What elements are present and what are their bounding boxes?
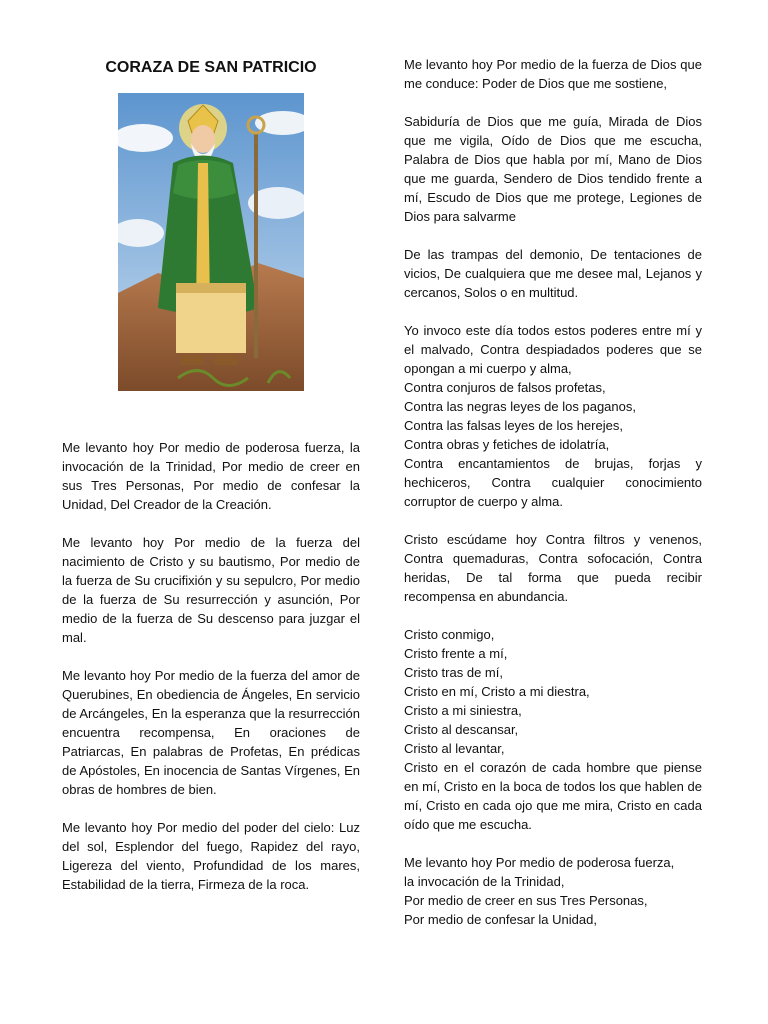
- cristo-block: [404, 625, 702, 834]
- right-column: [404, 55, 702, 948]
- right-paragraph-2: Sabiduría de Dios que me guía, Mirada de Dios que me vigila, Oído de Dios que me escucha, Palabra de Dios que habla por mí, Mano de Dios que me guarda, Sendero de Dios tendido frente a mí, Escudo de Dios que me protege, Legiones de Dios para salvarme: [404, 114, 702, 224]
- invoke-line: Contra las falsas leyes de los herejes,: [404, 418, 623, 433]
- right-paragraph-1: Me levanto hoy Por medio de la fuerza de Dios que me conduce: Poder de Dios que me sostiene,: [404, 57, 702, 91]
- right-paragraph-3: De las trampas del demonio, De tentaciones de vicios, De cualquiera que me desee mal, Lejanos y cercanos, Solos o en multitud.: [404, 247, 702, 300]
- saint-patrick-illustration: [118, 93, 304, 391]
- invoke-tail: Contra encantamientos de brujas, forjas y hechiceros, Contra cualquier conocimiento corruptor de cuerpo y alma.: [404, 456, 702, 509]
- cristo-line: Cristo en mí, Cristo a mi diestra,: [404, 684, 590, 699]
- left-paragraph-4: Me levanto hoy Por medio del poder del cielo: Luz del sol, Esplendor del fuego, Rapidez del rayo, Ligereza del viento, Profundidad de los mares, Estabilidad de la tierra, Firmeza de la roca.: [62, 820, 360, 892]
- cristo-line: Cristo conmigo,: [404, 627, 495, 642]
- saint-patrick-icon: [118, 93, 304, 391]
- final-line: Por medio de confesar la Unidad,: [404, 912, 597, 927]
- cristo-line: Cristo al descansar,: [404, 722, 519, 737]
- final-line: Por medio de creer en sus Tres Personas,: [404, 893, 648, 908]
- cristo-line: Cristo al levantar,: [404, 741, 505, 756]
- final-line: Me levanto hoy Por medio de poderosa fuerza,: [404, 855, 675, 870]
- left-paragraph-1: Me levanto hoy Por medio de poderosa fuerza, la invocación de la Trinidad, Por medio de creer en sus Tres Personas, Por medio de confesar la Unidad, Del Creador de la Creación.: [62, 440, 360, 512]
- page-title: CORAZA DE SAN PATRICIO: [105, 59, 317, 76]
- cristo-tail: Cristo en el corazón de cada hombre que piense en mí, Cristo en la boca de todos los que hablen de mí, Cristo en cada ojo que me mira, Cristo en cada oído que me escucha.: [404, 760, 702, 832]
- invoke-line: Contra conjuros de falsos profetas,: [404, 380, 606, 395]
- cristo-line: Cristo tras de mí,: [404, 665, 503, 680]
- shield-paragraph: Cristo escúdame hoy Contra filtros y venenos, Contra quemaduras, Contra sofocación, Contra heridas, De tal forma que pueda recibir recompensa en abundancia.: [404, 532, 702, 604]
- final-line: la invocación de la Trinidad,: [404, 874, 565, 889]
- cristo-line: Cristo a mi siniestra,: [404, 703, 522, 718]
- left-paragraph-2: Me levanto hoy Por medio de la fuerza del nacimiento de Cristo y su bautismo, Por medio de la fuerza de Su crucifixión y su sepulcro, Por medio de la fuerza de Su resurrección y asunción, Por medio de la fuerza de Su descenso para juzgar el mal.: [62, 535, 360, 645]
- invoke-line: Contra obras y fetiches de idolatría,: [404, 437, 610, 452]
- invoke-block: [404, 321, 702, 511]
- invoke-line: Contra las negras leyes de los paganos,: [404, 399, 636, 414]
- final-block: [404, 853, 702, 929]
- invoke-intro: Yo invoco este día todos estos poderes entre mí y el malvado, Contra despiadados poderes que se opongan a mi cuerpo y alma,: [404, 323, 702, 376]
- cristo-line: Cristo frente a mí,: [404, 646, 508, 661]
- left-column: [62, 57, 360, 913]
- left-paragraph-3: Me levanto hoy Por medio de la fuerza del amor de Querubines, En obediencia de Ángeles, En servicio de Arcángeles, En la esperanza que la resurrección encuentra recompensa, En oraciones de Patriarcas, En palabras de Profetas, En prédicas de Apóstoles, En inocencia de Santas Vírgenes, En obras de hombres de bien.: [62, 668, 360, 797]
